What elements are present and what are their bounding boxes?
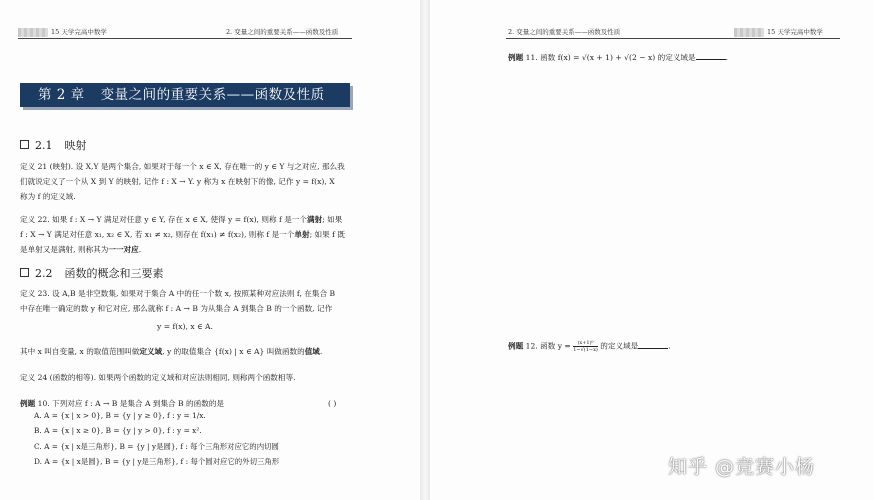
zhihu-watermark: 知乎 @竞赛小杨 bbox=[668, 456, 816, 478]
answer-blank bbox=[638, 341, 668, 349]
chapter-number: 第 2 章 bbox=[38, 87, 85, 103]
option-d: D. A = {x | x是圆}, B = {y | y是三角形}, f : 每个圆对应它的外切三角形 bbox=[34, 457, 280, 466]
right-page bbox=[430, 0, 874, 500]
section-heading: 2.2 函数的概念和三要素 bbox=[20, 265, 164, 281]
example-10-stem: 例题 10. 下列对应 f : A → B 是集合 A 到集合 B 的函数的是 bbox=[20, 399, 225, 408]
function-equation: y = f(x), x ∈ A. bbox=[157, 322, 213, 331]
chapter-banner bbox=[20, 83, 350, 107]
answer-blank bbox=[696, 52, 726, 60]
example-11: 例题 11. 函数 f(x) = √(x + 1) + √(2 − x) 的定义域是 . bbox=[508, 53, 729, 62]
definition-23: 定义 23. 设 A,B 是非空数集, 如果对于集合 A 中的任一个数 x, 按照某种对应法则 f, 在集合 B 中存在唯一确定的数 y 和它对应, 那么就称 f : A → B 为从集合 A 到集合 B 的一个函数, 记作 bbox=[20, 289, 336, 313]
definition-21: 定义 21 (映射). 设 X,Y 是两个集合, 如果对于每一个 x ∈ X, 存在唯一的 y ∈ Y 与之对应, 那么我 们就说定义了一个从 X 到 Y 的映射, 记作 f : X → Y. y 称为 x 在映射下的像, 记作 y = f(x), X 称为 f 的定义域. bbox=[20, 162, 345, 201]
option-c: C. A = {x | x是三角形}, B = {y | y是圆}, f : 每个三角形对应它的内切圆 bbox=[34, 442, 279, 451]
definition-22: 定义 22. 如果 f : X → Y 满足对任意 y ∈ Y, 存在 x ∈ X, 使得 y = f(x), 则称 f 是一个满射; 如果 f : X → Y 满足对任意 x₁, x₂ ∈ X, 若 x₁ ≠ x₂, 则存在 f(x₁) ≠ f(x₂), 则称 f 是一个单射; 如果 f 既 是单射又是满射, 则称其为一一对应. bbox=[20, 215, 345, 254]
header-rule bbox=[18, 38, 352, 39]
header-rule bbox=[506, 38, 840, 39]
definition-24: 定义 24 (函数的相等). 如果两个函数的定义域和对应法则相同, 则称两个函数相等. bbox=[20, 373, 296, 382]
option-a: A. A = {x | x > 0}, B = {y | y ≥ 0}, f : y = 1/x. bbox=[34, 411, 206, 420]
page-gutter bbox=[420, 0, 430, 500]
option-b: B. A = {x | x ≥ 0}, B = {y | y > 0}, f : y = x². bbox=[34, 426, 202, 435]
answer-paren: ( ) bbox=[328, 399, 337, 408]
blurred-logo bbox=[734, 28, 764, 37]
example-12: 例题 12. 函数 y = $\frac{\text{(x+1)⁰}}{1-√(1-x)}$ 的定义域是 . bbox=[508, 340, 671, 353]
left-header-chapter: 2. 变量之间的重要关系——函数及性质 bbox=[226, 28, 339, 36]
blurred-logo bbox=[18, 28, 48, 37]
chapter-title: 变量之间的重要关系——函数及性质 bbox=[100, 87, 325, 103]
right-header-chapter: 2. 变量之间的重要关系——函数及性质 bbox=[508, 28, 621, 36]
section-heading: 2.1 映射 bbox=[20, 137, 87, 153]
checkbox-icon bbox=[20, 140, 29, 149]
definition-23-note: 其中 x 叫自变量, x 的取值范围叫做定义域, y 的取值集合 {f(x) | x ∈ A} 叫做函数的值域. bbox=[20, 347, 323, 356]
left-page bbox=[0, 0, 420, 500]
left-header-title: 15 天学完高中数学 bbox=[18, 27, 107, 37]
right-header-title: 15 天学完高中数学 bbox=[734, 27, 823, 37]
fraction: $\frac{\text{(x+1)⁰}}{1-√(1-x)}$ bbox=[573, 340, 598, 353]
checkbox-icon bbox=[20, 268, 29, 277]
